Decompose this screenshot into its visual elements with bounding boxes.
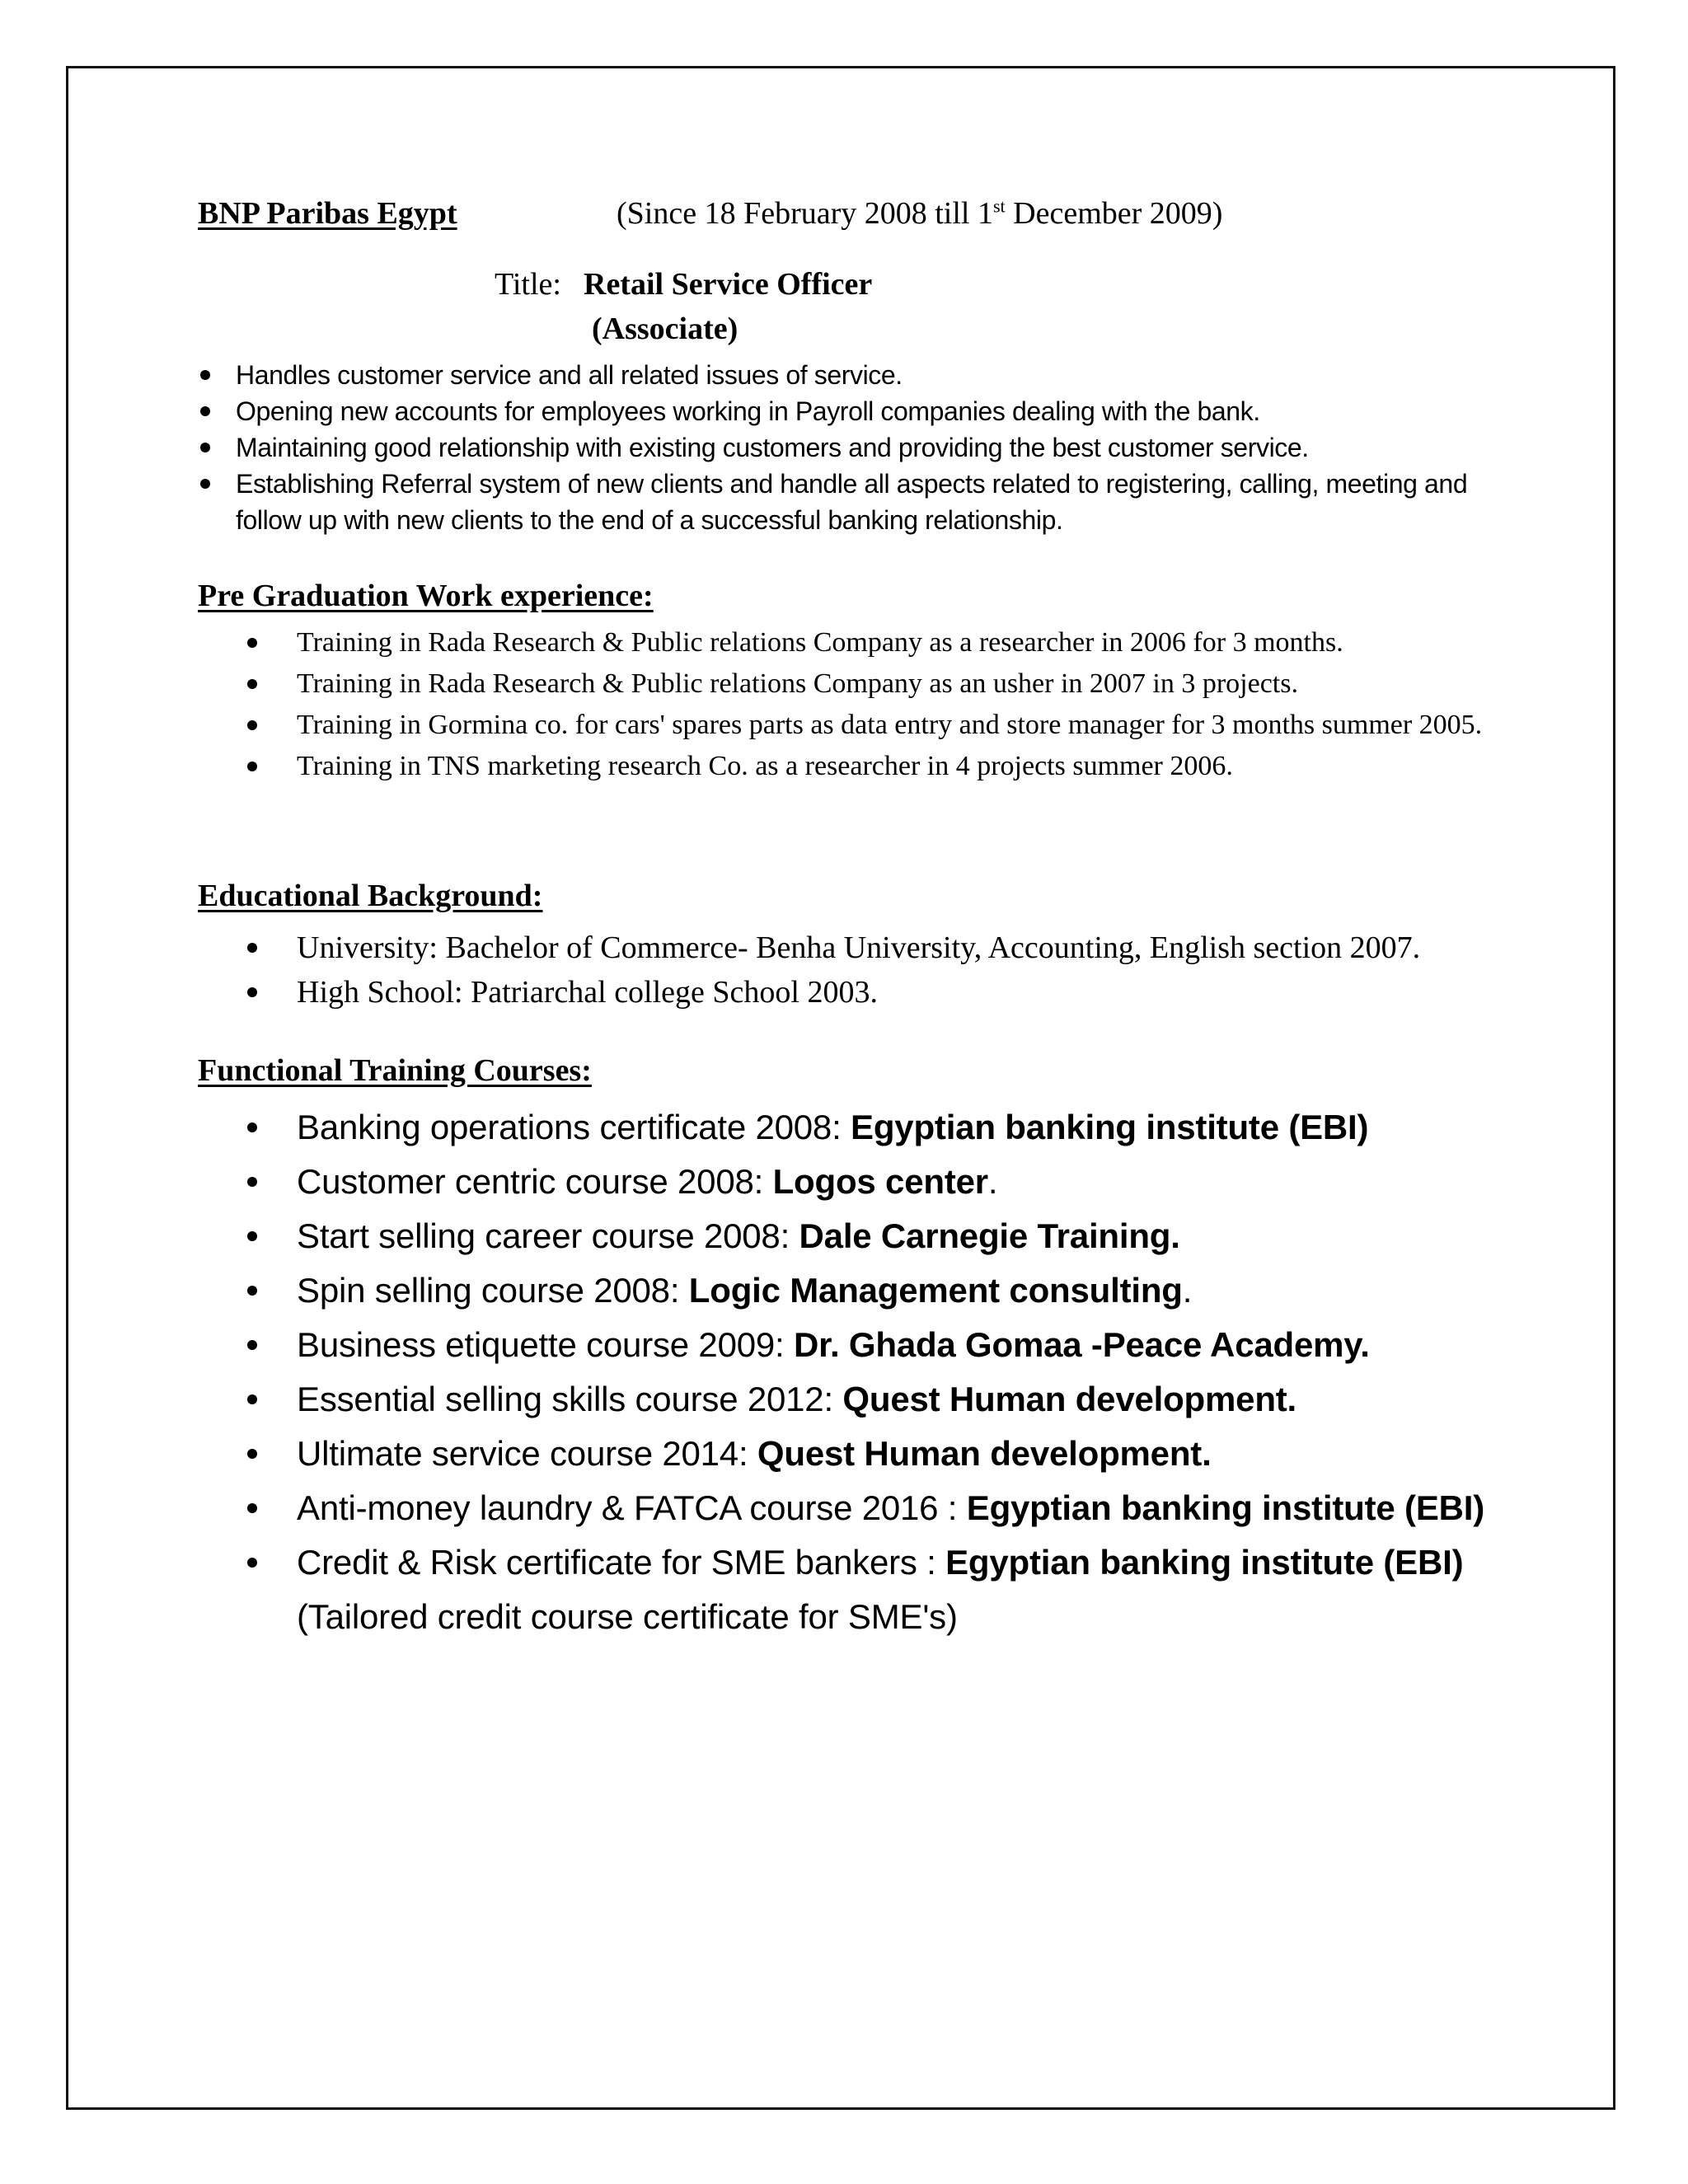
- training-course: [198, 1155, 1533, 1209]
- list-item: High School: Patriarchal college School 2003.: [198, 970, 1533, 1015]
- job-duties-list: [198, 357, 1533, 538]
- list-item: Establishing Referral system of new clients and handle all aspects related to registering, calling, meeting and follow up with new clients to the end of a successful banking relationship.: [198, 466, 1533, 538]
- course-name: Banking operations certificate 2008:: [297, 1108, 851, 1146]
- course-name: Anti-money laundry & FATCA course 2016 :: [297, 1488, 967, 1527]
- course-provider: Quest Human development.: [757, 1434, 1212, 1473]
- course-provider: Quest Human development.: [842, 1380, 1297, 1418]
- employment-period-end: December 2009): [1005, 196, 1223, 231]
- course-name: Ultimate service course 2014:: [297, 1434, 757, 1473]
- employment-period: [617, 195, 1222, 232]
- training-course: [198, 1318, 1533, 1372]
- education-heading: Educational Background:: [198, 879, 543, 913]
- training-course-list: [198, 1100, 1533, 1644]
- course-provider: Logic Management consulting: [688, 1271, 1183, 1310]
- course-name: Business etiquette course 2009:: [297, 1325, 794, 1364]
- training-course: [198, 1263, 1533, 1318]
- course-note: .: [987, 1162, 998, 1201]
- training-course: [198, 1209, 1533, 1263]
- pre-graduation-list: [198, 622, 1533, 787]
- pre-graduation-heading: Pre Graduation Work experience:: [198, 579, 654, 613]
- course-name: Credit & Risk certificate for SME bankers :: [297, 1543, 946, 1582]
- course-provider: Logos center: [772, 1162, 988, 1201]
- employer-name: BNP Paribas Egypt: [198, 196, 457, 231]
- list-item: Opening new accounts for employees working in Payroll companies dealing with the bank.: [198, 393, 1533, 429]
- training-course: [198, 1427, 1533, 1481]
- course-provider: Dale Carnegie Training.: [799, 1216, 1180, 1255]
- course-name: Spin selling course 2008:: [297, 1271, 689, 1310]
- list-item: Training in Gormina co. for cars' spares parts as data entry and store manager for 3 months summer 2005.: [198, 705, 1533, 746]
- employer-header: [198, 185, 1533, 245]
- training-course: [198, 1372, 1533, 1427]
- course-name: Customer centric course 2008:: [297, 1162, 773, 1201]
- job-title: Retail Service Officer: [584, 267, 873, 302]
- job-title-block: [198, 266, 1533, 365]
- list-item: University: Bachelor of Commerce- Benha University, Accounting, English section 2007.: [198, 926, 1533, 970]
- course-provider: Egyptian banking institute (EBI): [851, 1108, 1369, 1146]
- training-course: [198, 1535, 1533, 1644]
- list-item: Maintaining good relationship with existing customers and providing the best customer service.: [198, 429, 1533, 466]
- course-note: (Tailored credit course certificate for SME's): [297, 1597, 958, 1636]
- course-provider: Dr. Ghada Gomaa -Peace Academy.: [794, 1325, 1370, 1364]
- employment-period-ordinal: st: [992, 195, 1006, 217]
- course-provider: Egyptian banking institute (EBI): [966, 1488, 1485, 1527]
- list-item: Training in TNS marketing research Co. as a researcher in 4 projects summer 2006.: [198, 746, 1533, 787]
- job-level: (Associate): [592, 312, 738, 346]
- job-title-label: Title:: [495, 267, 561, 302]
- resume-page: [198, 185, 1533, 1644]
- course-name: Start selling career course 2008:: [297, 1216, 799, 1255]
- education-list: [198, 926, 1533, 1015]
- list-item: Training in Rada Research & Public relations Company as an usher in 2007 in 3 projects.: [198, 663, 1533, 705]
- list-item: Handles customer service and all related issues of service.: [198, 357, 1533, 393]
- list-item: Training in Rada Research & Public relations Company as a researcher in 2006 for 3 months.: [198, 622, 1533, 663]
- course-name: Essential selling skills course 2012:: [297, 1380, 843, 1418]
- training-heading: Functional Training Courses:: [198, 1053, 592, 1088]
- course-provider: Egyptian banking institute (EBI): [945, 1543, 1464, 1582]
- training-course: [198, 1481, 1533, 1535]
- course-note: .: [1182, 1271, 1193, 1310]
- training-course: [198, 1100, 1533, 1155]
- employment-period-start: (Since 18 February 2008 till 1: [617, 196, 993, 231]
